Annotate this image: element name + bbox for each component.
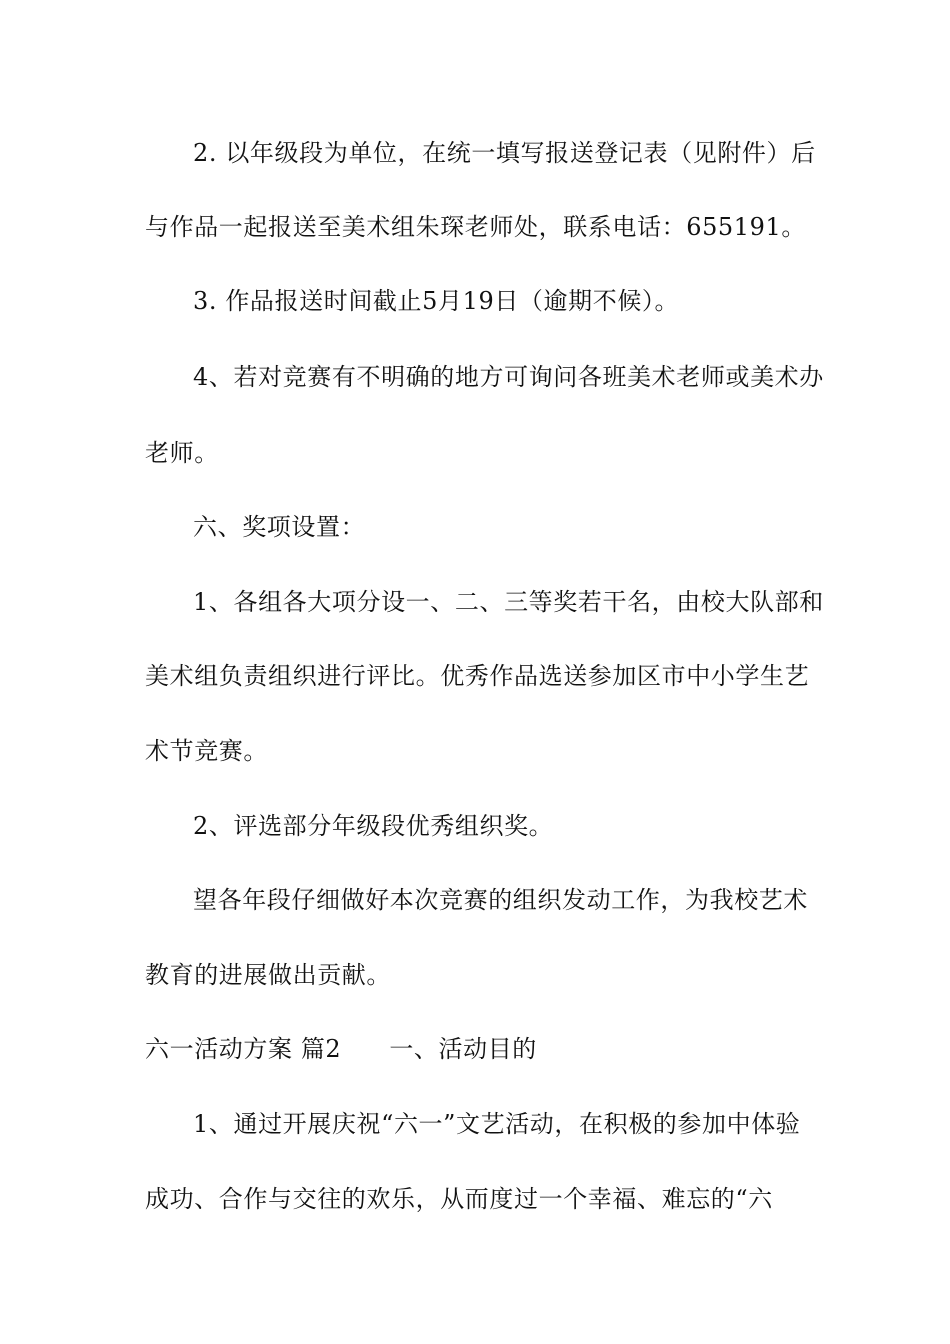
- paragraph-line: 3. 作品报送时间截止5月19日（逾期不候）。: [193, 287, 680, 315]
- paragraph-line: 成功、合作与交往的欢乐，从而度过一个幸福、难忘的“六: [145, 1185, 773, 1213]
- plan-subtitle: 一、活动目的: [389, 1035, 537, 1063]
- paragraph-line: 教育的进展做出贡献。: [145, 961, 391, 989]
- paragraph-line: 4、若对竞赛有不明确的地方可询问各班美术老师或美术办: [193, 363, 824, 391]
- plan-title: 六一活动方案 篇2: [145, 1035, 342, 1063]
- paragraph-line: 术节竞赛。: [145, 737, 268, 765]
- paragraph-line: 1、通过开展庆祝“六一”文艺活动，在积极的参加中体验: [193, 1110, 801, 1138]
- paragraph-line: 望各年段仔细做好本次竞赛的组织发动工作，为我校艺术: [193, 886, 808, 914]
- section-heading-awards: 六、奖项设置：: [193, 513, 366, 541]
- paragraph-line: 老师。: [145, 439, 219, 467]
- paragraph-line: 2、评选部分年级段优秀组织奖。: [193, 812, 554, 840]
- plan-heading-row: [145, 1033, 810, 1065]
- paragraph-line: 1、各组各大项分设一、二、三等奖若干名，由校大队部和: [193, 588, 824, 616]
- paragraph-line: 美术组负责组织进行评比。优秀作品选送参加区市中小学生艺: [145, 662, 810, 690]
- paragraph-line: 2. 以年级段为单位，在统一填写报送登记表（见附件）后: [193, 139, 816, 167]
- paragraph-line: 与作品一起报送至美术组朱琛老师处，联系电话：655191。: [145, 213, 807, 241]
